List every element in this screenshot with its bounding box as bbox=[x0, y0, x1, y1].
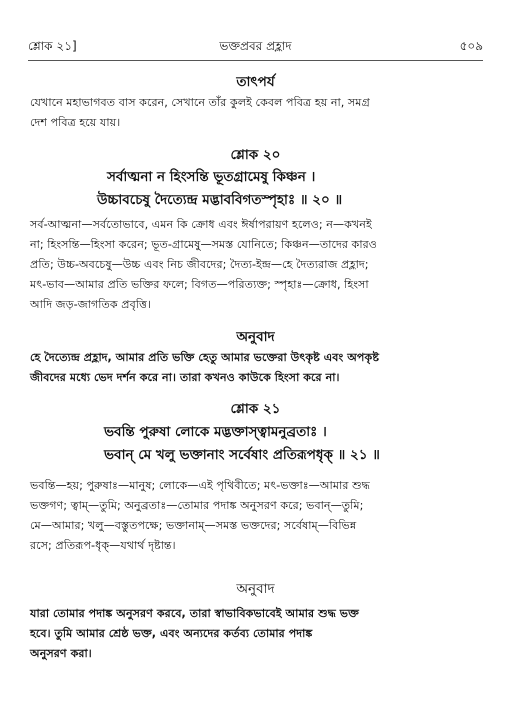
sloka-20-anuvad-heading: অনুবাদ bbox=[236, 329, 275, 345]
sloka-21-verse-line-2: ভবান্ মে খলু ভক্তানাং সর্বেষাং প্রতিরূপধৃক্ ॥ ২১ ॥ bbox=[104, 447, 380, 463]
tatparya-line: যেখানে মহাভাগবত বাস করেন, সেখানে তাঁর কুলই কেবল পবিত্র হয় না, সমগ্র bbox=[30, 96, 370, 109]
sloka-21-heading: শ্লোক ২১ bbox=[230, 401, 281, 417]
page-number: ৫০৯ bbox=[459, 39, 483, 53]
translation-line: জীবদের মধ্যে ভেদ দর্শন করে না। তারা কখনও কাউকে হিংসা করে না। bbox=[30, 371, 340, 384]
tatparya-text bbox=[30, 93, 484, 133]
translation-line: হবে। তুমি আমার শ্রেষ্ঠ ভক্ত, এবং অন্যদের কর্তব্য তোমার পদাঙ্ক bbox=[30, 627, 313, 640]
synonym-line: না; হিংসন্তি—হিংসা করেন; ভূত-গ্রামেষু—সমস্ত যোনিতে; কিঞ্চন—তাদের কারও bbox=[30, 238, 378, 251]
header-chapter-title: ভক্তপ্রবর প্রহ্লাদ bbox=[219, 39, 292, 53]
synonym-line: মৎ-ভাব—আমার প্রতি ভক্তির ফলে; বিগত—পরিত্যক্ত; স্পৃহাঃ—ক্রোধ, হিংসা bbox=[30, 278, 369, 291]
running-header bbox=[28, 38, 483, 58]
translation-line: হে দৈত্যেন্দ্র প্রহ্লাদ, আমার প্রতি ভক্তি হেতু আমার ভক্তেরা উৎকৃষ্ট এবং অপকৃষ্ট bbox=[30, 351, 380, 364]
sloka-21-synonyms bbox=[30, 476, 484, 556]
sloka-21-translation bbox=[30, 604, 484, 664]
synonym-line: ভক্তগণ; ত্বাম্—তুমি; অনুব্রতাঃ—তোমার পদাঙ্ক অনুসরণ করে; ভবান্—তুমি; bbox=[30, 499, 364, 512]
sloka-20-verse-line-1: সর্বাত্মনা ন হিংসন্তি ভূতগ্রামেষু কিঞ্চন । bbox=[107, 169, 316, 185]
translation-line: অনুসরণ করা। bbox=[30, 647, 92, 660]
sloka-21-verse-line-1: ভবন্তি পুরুষা লোকে মদ্ভক্তাস্ত্বামনুব্রতাঃ । bbox=[104, 424, 327, 440]
sloka-20-synonyms bbox=[30, 215, 484, 315]
tatparya-heading: তাৎপর্য bbox=[236, 74, 275, 90]
sloka-20-verse-line-2: উচ্চাবচেষু দৈত্যেন্দ্র মদ্ভাববিগতস্পৃহাঃ ॥ ২০ ॥ bbox=[97, 192, 343, 208]
synonym-line: প্রতি; উচ্চ-অবচেষু—উচ্চ এবং নিচ জীবদের; দৈত্য-ইন্দ্র—হে দৈত্যরাজ প্রহ্লাদ; bbox=[30, 258, 369, 271]
synonym-line: আদি জড়-জাগতিক প্রবৃত্তি। bbox=[30, 298, 152, 311]
synonym-line: ভবন্তি—হয়; পুরুষাঃ—মানুষ; লোকে—এই পৃথিবীতে; মৎ-ভক্তাঃ—আমার শুদ্ধ bbox=[30, 479, 370, 492]
sloka-21-anuvad-heading: অনুবাদ bbox=[236, 581, 275, 597]
synonym-line: মে—আমার; খলু—বস্তুতপক্ষে; ভক্তানাম্—সমস্ত ভক্তদের; সর্বেষাম্—বিভিন্ন bbox=[30, 519, 357, 532]
translation-line: যারা তোমার পদাঙ্ক অনুসরণ করবে, তারা স্বাভাবিকভাবেই আমার শুদ্ধ ভক্ত bbox=[30, 607, 360, 620]
synonym-line: রসে; প্রতিরূপ-ধৃক্—যথার্থ দৃষ্টান্ত। bbox=[30, 539, 176, 552]
sloka-20-heading: শ্লোক ২০ bbox=[230, 147, 281, 163]
synonym-line: সর্ব-আত্মনা—সর্বতোভাবে, এমন কি ক্রোধ এবং ঈর্ষাপরায়ণ হলেও; ন—কখনই bbox=[30, 218, 372, 231]
header-rule bbox=[28, 60, 483, 61]
sloka-20-translation bbox=[30, 348, 484, 388]
header-sloka-ref: শ্লোক ২১] bbox=[28, 39, 77, 53]
tatparya-line: দেশ পবিত্র হয়ে যায়। bbox=[30, 116, 121, 129]
